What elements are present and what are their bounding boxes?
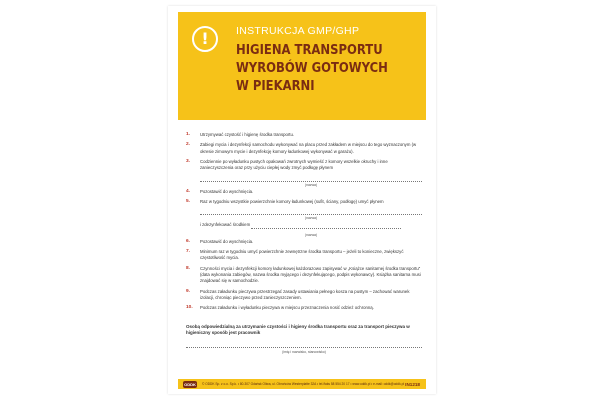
item-text: Raz w tygodniu wszystkie powierzchnie komory ładunkowej (sufit, ściany, podłogę) umyć płynem	[200, 198, 384, 204]
item-number: 2.	[186, 142, 191, 148]
title-line: HIGIENA TRANSPORTU	[236, 42, 383, 58]
field-caption: (nazwa)	[304, 232, 318, 237]
item-text: i zdezynfekować środkiem	[200, 222, 251, 228]
responsible-text: Osobą odpowiedzialną za utrzymanie czystości i higieny środka transportu oraz za transport pieczywa w higieniczny sposób jest pracownik	[186, 324, 410, 336]
list-item	[186, 159, 422, 171]
fill-in-line	[200, 209, 422, 215]
document-footer	[178, 379, 426, 389]
list-item	[186, 249, 422, 261]
instruction-list	[186, 132, 422, 316]
item-number: 6.	[186, 238, 191, 244]
field-caption: (nazwa)	[304, 216, 318, 221]
publisher-info: © ODDK Sp. z o.o. Sp.k. • 80-307 Gdańsk Oliwa, ul. Obrońców Westerplatte 32A • tel./faks 58 554 20 17 • www.oddk.pl • e-mail: oddk@oddk.pl	[202, 382, 405, 386]
document-title	[236, 41, 388, 95]
title-line: W PIEKARNI	[236, 78, 315, 94]
item-text: Podczas załadunku i wyładunku pieczywa w miejscu przeznaczenia nosić odzież ochronną.	[200, 305, 374, 311]
list-item	[186, 305, 422, 311]
item-number: 3.	[186, 158, 191, 164]
list-item	[186, 189, 422, 195]
item-number: 7.	[186, 249, 191, 255]
fill-in-line	[251, 224, 401, 229]
field-caption: (nazwa)	[304, 182, 318, 187]
list-item	[186, 142, 422, 154]
field-caption: (imię i nazwisko, stanowisko)	[282, 350, 326, 355]
item-text: Codziennie po wyładunku pustych opakowań zwrotnych wymieść z komory wszelkie okruchy i inne zanieczyszczenia oraz przy użyciu ciepłej wody zmyć podłogę płynem	[200, 158, 388, 171]
item-text: Czynności mycia i dezynfekcji komory ładunkowej każdorazowo zapisywać w „Książce sanitarnej środka transportu” (data wykonania zabiegów, nazwa środka myjącego i dezynfekującego, podpis wykonawcy). Książka sanitarna musi znajdować się w samochodzie.	[200, 265, 421, 284]
item-number: 10.	[186, 305, 193, 311]
fill-in-line	[186, 342, 422, 348]
item-text: Pozostawić do wyschnięcia.	[200, 238, 254, 244]
item-number: 4.	[186, 188, 191, 194]
list-item	[186, 199, 422, 205]
list-item-continuation	[186, 222, 422, 228]
exclamation-icon: !	[192, 26, 218, 52]
item-number: 5.	[186, 198, 191, 204]
item-text: Podczas załadunku pieczywa przestrzegać zasady ustawiania pełnego kosza na pustym – zachować warunek izolacji, chroniąc pieczywo przed zanieczyszczeniem.	[200, 288, 410, 300]
publisher-logo: ODDK	[184, 381, 196, 387]
document-code: IN1218	[405, 381, 420, 387]
item-number: 9.	[186, 288, 191, 294]
list-item	[186, 239, 422, 245]
instruction-document	[168, 6, 436, 394]
item-text: Zabiegi mycia i dezynfekcji samochodu wykonywać na placu przed zakładem w miejscu do tego wyznaczonym (w okresie zimowym mycie i dezynfekcję komory ładunkowej wykonywać w garażu).	[200, 142, 417, 154]
document-header	[178, 12, 426, 120]
fill-in-line	[200, 176, 422, 182]
title-line: WYROBÓW GOTOWYCH	[236, 60, 388, 76]
list-item	[186, 266, 422, 285]
list-item	[186, 132, 422, 138]
document-kicker: INSTRUKCJA GMP/GHP	[236, 25, 360, 37]
item-number: 1.	[186, 132, 191, 137]
item-text: Utrzymywać czystość i higienę środka transportu.	[200, 132, 295, 137]
item-text: Pozostawić do wyschnięcia.	[200, 188, 254, 194]
item-text: Minimum raz w tygodniu umyć powierzchnie zewnętrzne środka transportu – jeżeli to konieczne, zwiększyć częstotliwość mycia.	[200, 249, 404, 261]
responsible-person-section	[186, 324, 422, 358]
item-number: 8.	[186, 265, 191, 271]
list-item	[186, 289, 422, 301]
